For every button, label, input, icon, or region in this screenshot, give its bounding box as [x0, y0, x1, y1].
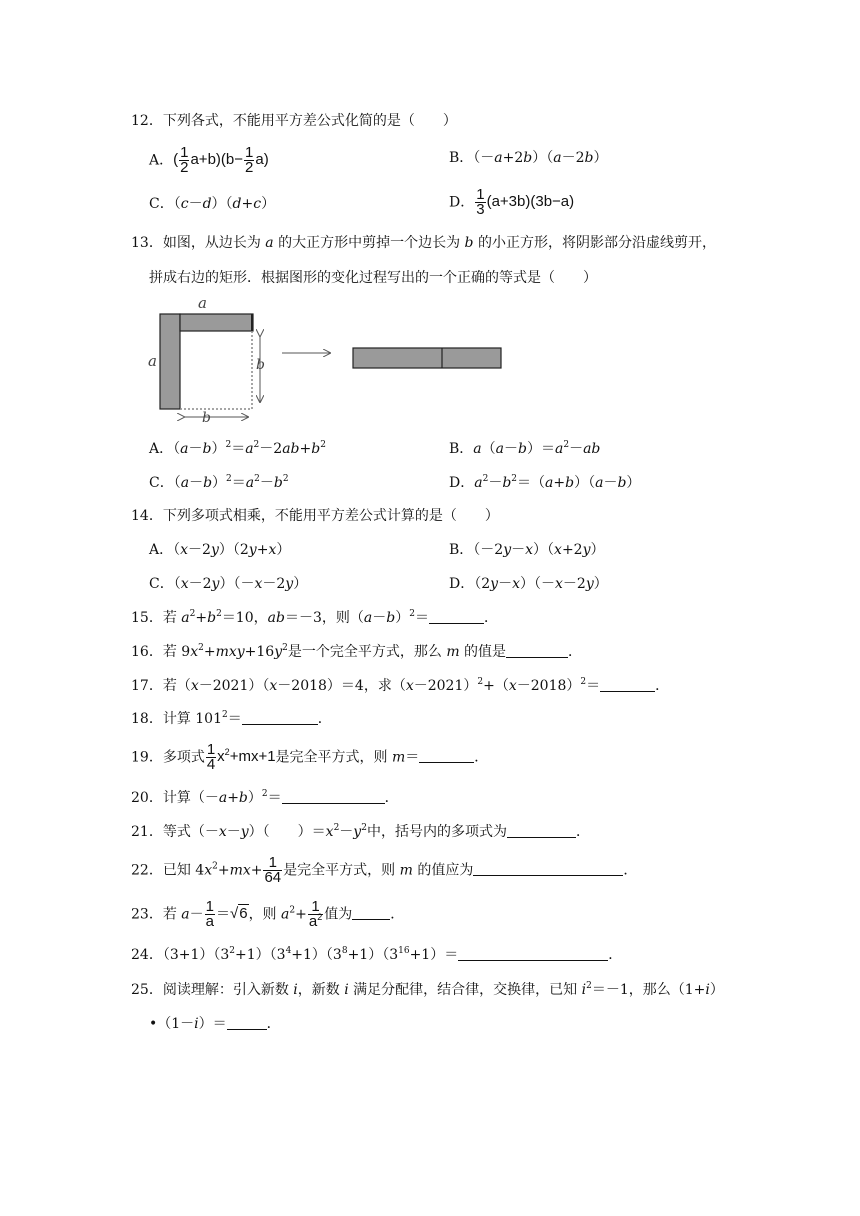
big-square-left-strip	[160, 314, 180, 409]
q13-option-d: D．$a^2-b^2=(a+b)(a-b)$	[449, 474, 641, 491]
question-21: 21．等式（－x－y）（ ）$=x^2-y^2$中，括号内的多项式为 ．	[131, 823, 590, 840]
q17-answer-blank[interactable]	[600, 677, 655, 692]
label-a-left: a	[148, 352, 157, 370]
result-rectangle	[353, 348, 501, 368]
q14-option-d: D．（2y－x）（－x－2y）	[449, 576, 608, 592]
q19-answer-blank[interactable]	[419, 748, 474, 763]
q13-option-a: A．$(a-b)^2=a^2-2ab+b^2$	[149, 440, 326, 457]
q14-option-b: B．（－2y－x）（x+2y）	[449, 542, 605, 558]
question-12-stem: 12．下列各式，不能用平方差公式化简的是（ ）	[131, 113, 457, 129]
q12-option-d: D． $\frac{1}{3}$ (a+3b)(3b−a)	[449, 186, 575, 218]
question-22: 22．已知 $4x^2+mx+$ $\frac{1}{64}$ 是完全平方式，则 m 的值应为 ．	[131, 854, 638, 886]
question-25-line-2: •（1－i）＝ ．	[149, 1016, 281, 1032]
question-14-stem: 14．下列多项式相乘，不能用平方差公式计算的是（ ）	[131, 508, 499, 524]
q12-option-a: A．( $\frac{1}{2}$ a+b)(b− $\frac{1}{2}$ a)	[149, 144, 269, 176]
q14-option-a: A．（x－2y）（2y+x）	[149, 542, 291, 558]
q23-answer-blank[interactable]	[352, 905, 390, 920]
q13-option-b: B．$a(a-b)=a^2-ab$	[449, 440, 601, 457]
question-16: 16．若 $9x^2+mxy+16y^2$是一个完全平方式，那么 m 的值是 ．	[131, 643, 583, 660]
q21-answer-blank[interactable]	[507, 823, 576, 838]
q12-option-b: B．（－a+2b）（a－2b）	[449, 150, 608, 166]
question-13-line-1: 13．如图，从边长为 a 的大正方形中剪掉一个边长为 b 的小正方形，将阴影部分沿虚线剪开，	[131, 235, 716, 251]
q24-answer-blank[interactable]	[458, 946, 608, 961]
label-b-right: b	[256, 357, 265, 373]
q13-option-c: C．$(a-b)^2=a^2-b^2$	[149, 474, 289, 491]
question-17: 17．若（x－2021）（x－2018）＝4，求$(x-2021)^2+(x-2018)^2=$ ．	[131, 677, 670, 694]
question-15: 15．若 $a^2+b^2=10$，ab＝－3，则$(a-b)^2=$ ．	[131, 609, 498, 626]
q16-answer-blank[interactable]	[506, 643, 568, 658]
q25-answer-blank[interactable]	[227, 1015, 267, 1030]
big-square-top-strip	[180, 314, 253, 331]
q15-answer-blank[interactable]	[429, 609, 484, 624]
label-a-top: a	[198, 294, 207, 312]
q14-option-c: C．（x－2y）（－x－2y）	[149, 576, 308, 592]
question-18: 18．计算 $101^2=$ ．	[131, 710, 332, 727]
question-24: 24．$(3+1)(3^2+1)(3^4+1)(3^8+1)(3^{16}+1)=$ ．	[131, 946, 623, 963]
question-23: 23．若 a－ $\frac{1}{a}$ ＝√6，则 $a^2+$ $\frac{1}{a^2}$ 值为 ．	[131, 898, 405, 930]
question-13-line-2: 拼成右边的矩形．根据图形的变化过程写出的一个正确的等式是（ ）	[149, 270, 597, 286]
question-19: 19．多项式 $\frac{1}{4}$ $x^2+mx+1$是完全平方式，则 m＝ ．	[131, 741, 489, 773]
label-b-bottom: b	[202, 410, 211, 422]
q22-answer-blank[interactable]	[473, 861, 623, 876]
question-20: 20．计算$(-a+b)^2=$ ．	[131, 789, 399, 806]
q12-option-c: C．（c－d）（d+c）	[149, 196, 276, 212]
q18-answer-blank[interactable]	[242, 710, 318, 725]
q13-figure	[140, 292, 520, 422]
question-25-line-1: 25．阅读理解：引入新数 i，新数 i 满足分配律，结合律，交换律，已知 $i^2=-1$，那么（1+i）	[131, 981, 724, 998]
q20-answer-blank[interactable]	[282, 789, 385, 804]
